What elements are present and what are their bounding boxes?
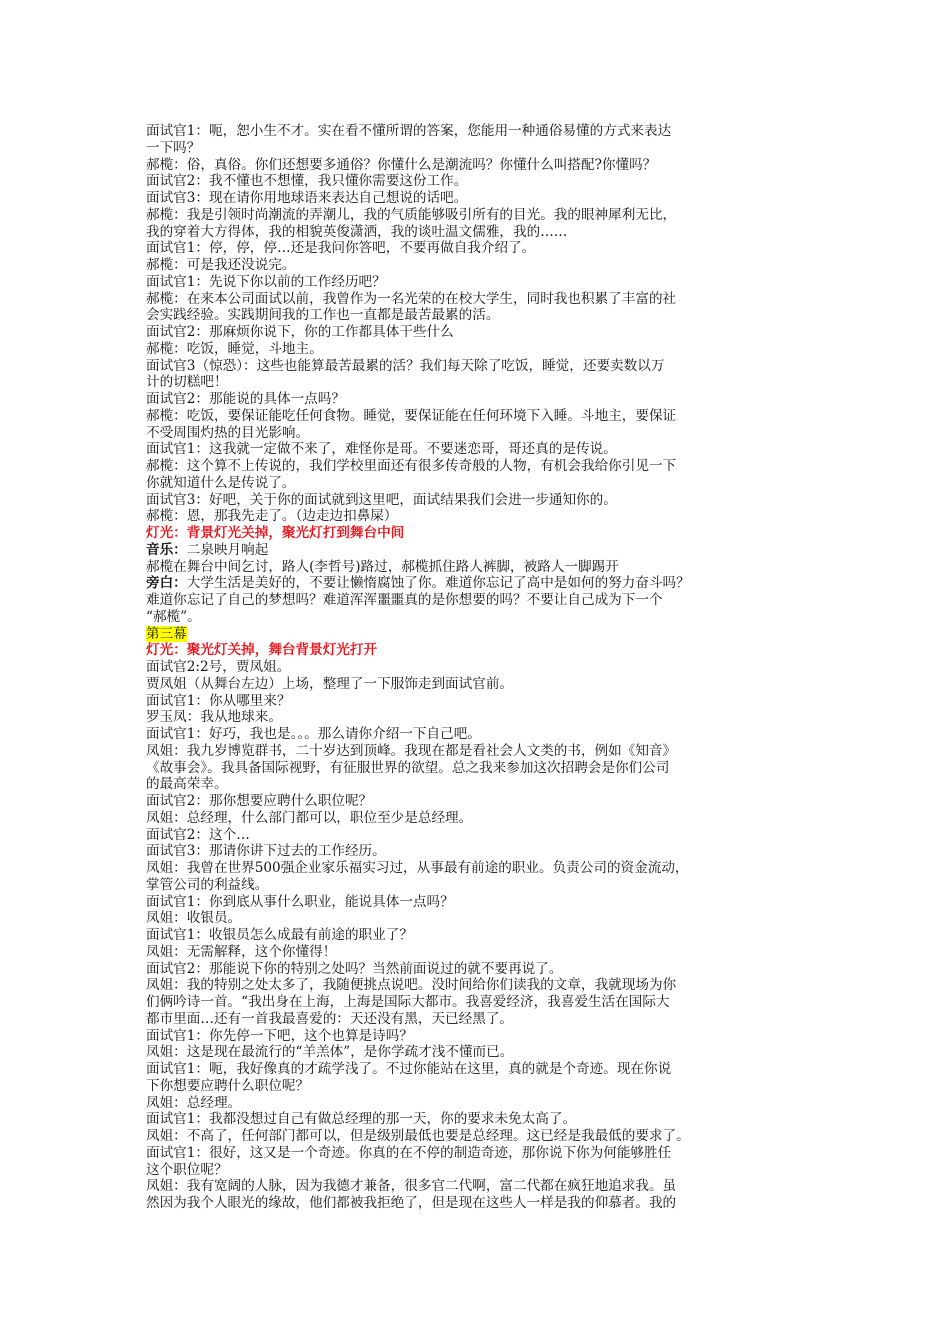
text-line: 面试官2：那你想要应聘什么职位呢？	[146, 793, 373, 809]
text-line: 都市里面…还有一首我最喜爱的：天还没有黑，天已经黑了。	[146, 1010, 514, 1027]
narration-text: 大学生活是美好的，不要让懒惰腐蚀了你。难道你忘记了高中是如何的努力奋斗吗？	[186, 575, 690, 592]
text-line: 面试官1：停，停，停…还是我问你答吧，不要再做自我介绍了。	[146, 240, 536, 257]
text-line: 郝榄：我是引领时尚潮流的弄潮儿，我的气质能够吸引所有的目光。我的眼神犀利无比，	[146, 206, 677, 223]
text-line: 郝榄：可是我还没说完。	[146, 257, 296, 273]
text-line: 一下吗？	[146, 139, 201, 156]
text-line: 凤姐：这是现在最流行的“羊羔体”，是你学疏才浅不懂而已。	[146, 1044, 514, 1061]
narration-line	[146, 575, 806, 592]
text-line: 面试官1：很好，这又是一个奇迹。你真的在不停的制造奇迹，那你说下你为何能够胜任	[146, 1144, 672, 1161]
text-line: 我的穿着大方得体，我的相貌英俊潇洒，我的谈吐温文儒雅，我的……	[146, 223, 568, 240]
text-line: 面试官2：我不懂也不想懂，我只懂你需要这份工作。	[146, 173, 468, 190]
text-line: 郝榄：恩，那我先走了。（边走边扣鼻屎）	[146, 508, 398, 525]
text-line: 贾凤姐（从舞台左边）上场，整理了一下服饰走到面试官前。	[146, 675, 514, 692]
music-line	[146, 542, 806, 559]
text-line: 的最高荣幸。	[146, 776, 228, 793]
text-line: 然因为我个人眼光的缘故，他们都被我拒绝了，但是现在这些人一样是我的仰慕者。我的	[146, 1195, 677, 1211]
text-line: 难道你忘记了自己的梦想吗？难道浑浑噩噩真的是你想要的吗？不要让自己成为下一个	[146, 592, 663, 608]
text-line: 面试官2：这个…	[146, 826, 250, 843]
text-line: 们俩吟诗一首。“我出身在上海，上海是国际大都市。我喜爱经济，我喜爱生活在国际大	[146, 994, 670, 1010]
text-line: 凤姐：无需解释，这个你懂得！	[146, 943, 337, 960]
text-line: 面试官1：这我就一定做不来了，难怪你是哥。不要迷恋哥，哥还真的是传说。	[146, 441, 617, 458]
text-line: 面试官1：你从哪里来？	[146, 692, 291, 709]
text-line: 凤姐：不高了，任何部门都可以，但是级别最低也要是总经理。这已经是我最低的要求了。	[146, 1128, 690, 1144]
text-line: 面试官3（惊恐）：这些也能算最苦最累的活？我们每天除了吃饭，睡觉，还要卖数以万	[146, 357, 665, 374]
music-label: 音乐：	[146, 541, 187, 558]
text-line: 凤姐：我的特别之处太多了，我随便挑点说吧。没时间给你们读我的文章，我就现场为你	[146, 977, 677, 994]
text-line: 面试官3：那请你讲下过去的工作经历。	[146, 843, 386, 860]
text-line: 会实践经验。实践期间我的工作也一直都是最苦最累的活。	[146, 307, 500, 324]
act-heading-label: 第三幕	[146, 625, 187, 642]
text-line: 凤姐：收银员。	[146, 910, 242, 927]
text-line: 面试官3：好吧，关于你的面试就到这里吧，面试结果我们会进一步通知你的。	[146, 491, 617, 508]
text-line: 面试官2:2号，贾凤姐。	[146, 659, 291, 675]
music-text: 二泉映月响起	[186, 541, 269, 558]
text-line: 不受周围灼热的目光影响。	[146, 424, 310, 441]
text-line: 罗玉凤：我从地球来。	[146, 709, 282, 726]
text-line: 凤姐：我九岁博览群书，二十岁达到顶峰。我现在都是看社会人文类的书，例如《知音》	[146, 742, 677, 759]
text-line: 面试官2：那麻烦你说下，你的工作都具体干些什么	[146, 324, 454, 340]
text-line: 这个职位呢？	[146, 1161, 228, 1178]
text-line: 《故事会》。我具备国际视野，有征服世界的欲望。总之我来参加这次招聘会是你们公司	[146, 759, 670, 776]
stage-direction-lighting: 灯光：聚光灯关掉，舞台背景灯光打开	[146, 642, 378, 659]
text-line: 凤姐：总经理，什么部门都可以，职位至少是总经理。	[146, 809, 473, 826]
text-line: “郝榄”。	[146, 608, 201, 625]
text-line: 面试官1：你到底从事什么职业，能说具体一点吗？	[146, 893, 454, 910]
narration-label: 旁白：	[146, 575, 187, 592]
text-line: 面试官1：先说下你以前的工作经历吧？	[146, 273, 386, 290]
text-line: 凤姐：我曾在世界500强企业家乐福实习过，从事最有前途的职业。负责公司的资金流动，	[146, 860, 689, 876]
text-line: 凤姐：总经理。	[146, 1094, 242, 1111]
text-line: 面试官1：收银员怎么成最有前途的职业了？	[146, 927, 413, 943]
text-line: 计的切糕吧！	[146, 374, 228, 391]
text-line: 面试官3：现在请你用地球语来表达自己想说的话吧。	[146, 190, 468, 206]
text-line: 面试官1：呃，我好像真的才疏学浅了。不过你能站在这里，真的就是个奇迹。现在你说	[146, 1061, 672, 1077]
text-line: 面试官1：呃，恕小生不才。实在看不懂所谓的答案，您能用一种通俗易懂的方式来表达	[146, 123, 672, 139]
text-line: 凤姐：我有宽阔的人脉，因为我德才兼备，很多官二代啊，富二代都在疯狂地追求我。虽	[146, 1178, 677, 1195]
text-line: 郝榄在舞台中间乞讨，路人(李哲号)路过，郝榄抓住路人裤脚，被路人一脚踢开	[146, 558, 619, 575]
text-line: 面试官1：好巧，我也是。。。那么请你介绍一下自己吧。	[146, 726, 481, 742]
text-line: 面试官1：你先停一下吧，这个也算是诗吗？	[146, 1027, 413, 1044]
text-line: 面试官1：我都没想过自己有做总经理的那一天，你的要求未免太高了。	[146, 1111, 577, 1128]
text-line: 下你想要应聘什么职位呢？	[146, 1077, 310, 1094]
text-line: 郝榄：吃饭，要保证能吃任何食物。睡觉，要保证能在任何环境下入睡。斗地主，要保证	[146, 407, 677, 424]
text-line: 你就知道什么是传说了。	[146, 474, 296, 491]
text-line: 面试官2：那能说的具体一点吗？	[146, 391, 345, 407]
act-heading	[146, 626, 806, 643]
text-line: 郝榄：俗，真俗。你们还想要多通俗？你懂什么是潮流吗？你懂什么叫搭配?你懂吗？	[146, 156, 657, 173]
text-line: 掌管公司的利益线。	[146, 876, 269, 893]
text-line: 郝榄：吃饭，睡觉，斗地主。	[146, 340, 323, 357]
document-page	[146, 123, 806, 1212]
text-line: 面试官2：那能说下你的特别之处吗？当然前面说过的就不要再说了。	[146, 960, 563, 977]
text-line: 郝榄：这个算不上传说的，我们学校里面还有很多传奇般的人物，有机会我给你引见一下	[146, 458, 677, 474]
stage-direction-lighting: 灯光：背景灯光关掉，聚光灯打到舞台中间	[146, 525, 405, 541]
text-line: 郝榄：在来本公司面试以前，我曾作为一名光荣的在校大学生，同时我也积累了丰富的社	[146, 290, 677, 307]
